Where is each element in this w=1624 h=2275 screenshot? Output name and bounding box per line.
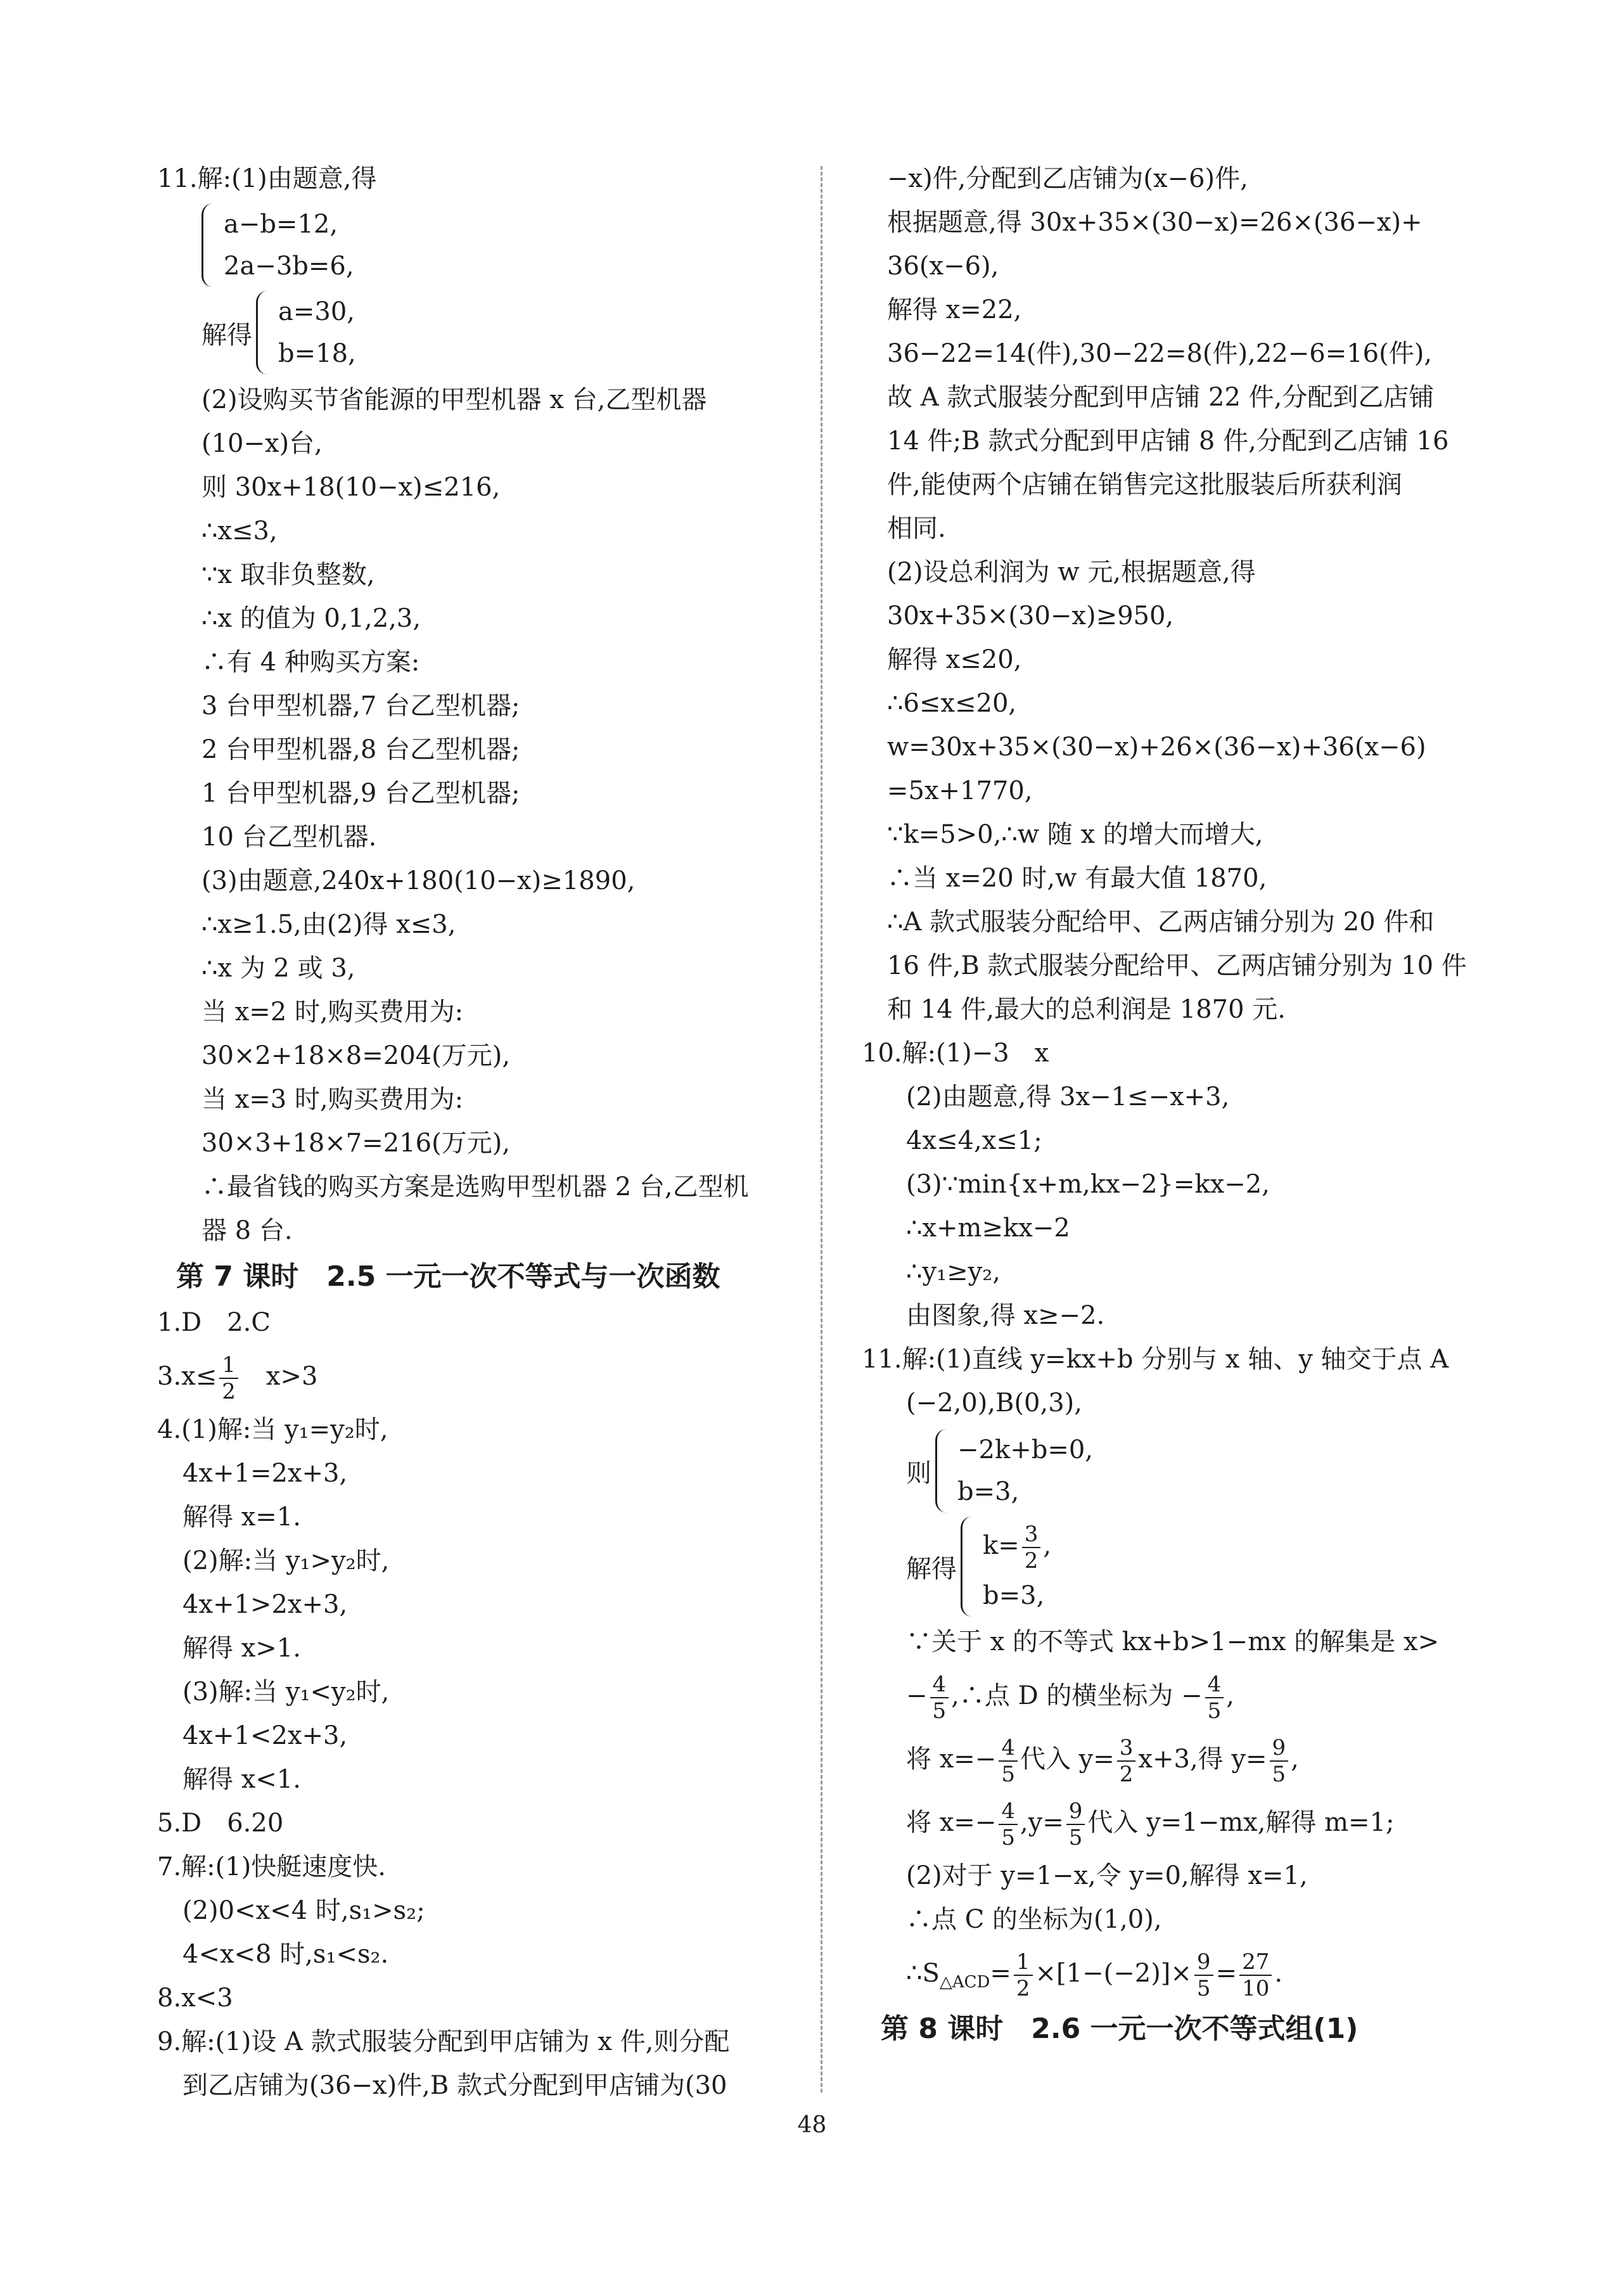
answer-text: x+3,得 y=	[1138, 1745, 1267, 1774]
answer-text: ,∴点 D 的横坐标为 −	[951, 1681, 1203, 1710]
text-line: ∵x 取非负整数,	[201, 560, 375, 589]
answer-line: 4<x<8 时,s₁<s₂.	[182, 1940, 389, 1969]
denominator: 5	[1207, 1698, 1222, 1724]
equation: 2a−3b=6,	[224, 252, 354, 281]
text-line: 故 A 款式服装分配到甲店铺 22 件,分配到乙店铺	[887, 383, 1435, 412]
answer-text: ∴S	[906, 1959, 940, 1988]
fraction	[1239, 1949, 1272, 2001]
fraction	[930, 1672, 949, 1724]
answer-line: (3)解:当 y₁<y₂时,	[182, 1677, 390, 1707]
answer-line: 4x+1>2x+3,	[182, 1590, 348, 1619]
answer-text: =	[1215, 1959, 1237, 1988]
text-line: 36(x−6),	[887, 252, 999, 281]
brace	[256, 291, 272, 375]
text-line: 当 x=2 时,购买费用为:	[201, 997, 464, 1027]
text-line: 当 x=3 时,购买费用为:	[201, 1085, 464, 1114]
answer-line: ∴y₁≥y₂,	[906, 1257, 1001, 1286]
text-line: ∴6≤x≤20,	[887, 689, 1017, 718]
answer-line: (2)0<x<4 时,s₁>s₂;	[182, 1896, 425, 1925]
answer-line: 解得 x=1.	[182, 1503, 301, 1532]
answer-line: 4x+1=2x+3,	[182, 1459, 348, 1488]
text-line: 相同.	[887, 514, 946, 543]
denominator: 2	[222, 1379, 236, 1404]
fraction	[1022, 1522, 1041, 1573]
numerator: 4	[1205, 1672, 1224, 1698]
text-line: ∵k=5>0,∴w 随 x 的增大而增大,	[887, 820, 1263, 849]
text-line: 36−22=14(件),30−22=8(件),22−6=16(件),	[887, 339, 1433, 368]
text-line: (2)设总利润为 w 元,根据题意,得	[887, 558, 1256, 587]
text-line: ∴x 为 2 或 3,	[201, 954, 355, 983]
answer-text: .	[1274, 1959, 1283, 1988]
denominator: 10	[1242, 1976, 1270, 2001]
page-number: 48	[797, 2112, 827, 2138]
answer-line: 4x≤4,x≤1;	[906, 1126, 1042, 1155]
answer-line: 7.解:(1)快艇速度快.	[157, 1852, 387, 1881]
text-line: 器 8 台.	[201, 1216, 293, 1245]
answer-line: (2)对于 y=1−x,令 y=0,解得 x=1,	[906, 1861, 1308, 1890]
solution-system	[862, 1516, 1514, 1617]
text-line: 件,能使两个店铺在销售完这批服装后所获利润	[887, 470, 1402, 499]
text-line: 14 件;B 款式分配到甲店铺 8 件,分配到乙店铺 16	[887, 426, 1449, 456]
right-column	[862, 157, 1514, 2053]
solution-label: 解得	[201, 320, 252, 350]
text-line: ∴x≥1.5,由(2)得 x≤3,	[201, 910, 456, 939]
brace	[935, 1429, 951, 1513]
numerator: 9	[1066, 1798, 1085, 1825]
answer-line: 8.x<3	[157, 1983, 233, 2013]
answer-text: 代入 y=	[1020, 1745, 1115, 1774]
answer-line: (2)由题意,得 3x−1≤−x+3,	[906, 1082, 1230, 1112]
brace	[201, 203, 217, 287]
solution-system	[157, 291, 803, 375]
answer-text: ×[1−(−2)]×	[1035, 1959, 1192, 1988]
text-line: 30x+35×(30−x)≥950,	[887, 601, 1174, 631]
text-line: 1 台甲型机器,9 台乙型机器;	[201, 779, 520, 808]
brace	[961, 1516, 976, 1617]
answer-line: 9.解:(1)设 A 款式服装分配到甲店铺为 x 件,则分配	[157, 2027, 730, 2056]
answer-line: 解得 x>1.	[182, 1634, 301, 1663]
answer-line: 11.解:(1)直线 y=kx+b 分别与 x 轴、y 轴交于点 A	[862, 1345, 1449, 1374]
answer-text: x>3	[240, 1362, 318, 1391]
text-line: 11.解:(1)由题意,得	[157, 164, 377, 193]
fraction	[999, 1798, 1018, 1850]
answer-line: ∵关于 x 的不等式 kx+b>1−mx 的解集是 x>	[906, 1627, 1440, 1657]
denominator: 5	[1196, 1976, 1211, 2001]
text-line: 和 14 件,最大的总利润是 1870 元.	[887, 995, 1286, 1024]
equation: b=3,	[983, 1581, 1045, 1610]
text-line: ∴有 4 种购买方案:	[201, 648, 420, 677]
answer-line	[862, 1791, 1514, 1854]
equation-system	[157, 203, 803, 287]
answer-line: (2)解:当 y₁>y₂时,	[182, 1546, 390, 1575]
numerator: 1	[219, 1352, 238, 1379]
answer-line: 10.解:(1)−3 x	[862, 1039, 1049, 1068]
answer-line: 解得 x<1.	[182, 1765, 301, 1794]
text-line: 解得 x≤20,	[887, 645, 1022, 674]
then-label: 则	[906, 1458, 931, 1488]
numerator: 9	[1194, 1949, 1213, 1976]
text-line: ∴x 的值为 0,1,2,3,	[201, 604, 421, 633]
text-line: 则 30x+18(10−x)≤216,	[201, 473, 501, 502]
numerator: 4	[930, 1672, 949, 1698]
answer-text: =	[990, 1959, 1011, 1988]
denominator: 2	[1119, 1762, 1134, 1787]
fraction	[1270, 1735, 1289, 1787]
text-line: (2)设购买节省能源的甲型机器 x 台,乙型机器	[201, 385, 707, 414]
answer-text: 将 x=−	[906, 1808, 997, 1837]
numerator: 27	[1239, 1949, 1272, 1976]
text-line: 解得 x=22,	[887, 295, 1022, 324]
numerator: 9	[1270, 1735, 1289, 1762]
answer-line	[862, 1727, 1514, 1791]
left-column	[157, 157, 803, 2108]
numerator: 3	[1117, 1735, 1136, 1762]
text-line: 根据题意,得 30x+35×(30−x)=26×(36−x)+	[887, 208, 1423, 237]
equation: b=3,	[957, 1477, 1020, 1506]
answer-line	[157, 1345, 803, 1408]
text-line: 30×2+18×8=204(万元),	[201, 1041, 511, 1070]
numerator: 4	[999, 1798, 1018, 1825]
denominator: 5	[1001, 1825, 1015, 1850]
answer-line: (−2,0),B(0,3),	[906, 1388, 1082, 1418]
answer-line: (3)∵min{x+m,kx−2}=kx−2,	[906, 1170, 1270, 1199]
answer-text: 将 x=−	[906, 1745, 997, 1774]
fraction	[1205, 1672, 1224, 1724]
text-line: w=30x+35×(30−x)+26×(36−x)+36(x−6)	[887, 733, 1426, 762]
lesson-heading: 第 7 课时 2.5 一元一次不等式与一次函数	[176, 1260, 720, 1293]
answer-line: ∴x+m≥kx−2	[906, 1214, 1070, 1243]
answer-line	[862, 1664, 1514, 1727]
numerator: 1	[1014, 1949, 1033, 1976]
fraction	[1014, 1949, 1033, 2001]
text-line: 16 件,B 款式服装分配给甲、乙两店铺分别为 10 件	[887, 951, 1467, 980]
denominator: 5	[1001, 1762, 1015, 1787]
text-line: ∴x≤3,	[201, 516, 278, 546]
text-line: 30×3+18×7=216(万元),	[201, 1129, 511, 1158]
denominator: 5	[1068, 1825, 1083, 1850]
text-line: 2 台甲型机器,8 台乙型机器;	[201, 735, 520, 764]
fraction	[1066, 1798, 1085, 1850]
answer-text: ,	[1226, 1681, 1234, 1710]
fraction	[219, 1352, 238, 1404]
denominator: 2	[1024, 1548, 1039, 1573]
text-line: ∴当 x=20 时,w 有最大值 1870,	[887, 864, 1267, 893]
text-line: 3 台甲型机器,7 台乙型机器;	[201, 691, 520, 721]
answer-text: ,y=	[1020, 1808, 1064, 1837]
fraction	[1117, 1735, 1136, 1787]
denominator: 5	[932, 1698, 947, 1724]
text-line: (3)由题意,240x+180(10−x)≥1890,	[201, 866, 636, 895]
answer-line: 由图象,得 x≥−2.	[906, 1301, 1105, 1330]
answer-text: 3.x≤	[157, 1362, 217, 1391]
text-line: ∴A 款式服装分配给甲、乙两店铺分别为 20 件和	[887, 907, 1435, 937]
answer-line: 到乙店铺为(36−x)件,B 款式分配到甲店铺为(30	[182, 2071, 727, 2100]
equation: a−b=12,	[224, 210, 338, 239]
numerator: 3	[1022, 1522, 1041, 1548]
subscript: △ACD	[939, 1973, 990, 1992]
answer-text: −	[906, 1681, 928, 1710]
equation-text: ,	[1043, 1531, 1052, 1560]
answer-line: 1.D 2.C	[157, 1308, 271, 1337]
fraction	[999, 1735, 1018, 1787]
column-divider	[821, 166, 822, 2092]
fraction	[1194, 1949, 1213, 2001]
answer-line: 4.(1)解:当 y₁=y₂时,	[157, 1415, 388, 1444]
numerator: 4	[999, 1735, 1018, 1762]
text-line: 10 台乙型机器.	[201, 823, 377, 852]
denominator: 5	[1272, 1762, 1286, 1787]
solution-label: 解得	[906, 1554, 957, 1584]
answer-line: ∴点 C 的坐标为(1,0),	[906, 1905, 1162, 1934]
text-line: (10−x)台,	[201, 429, 323, 458]
equation: b=18,	[278, 339, 356, 368]
lesson-heading: 第 8 课时 2.6 一元一次不等式组(1)	[881, 2013, 1359, 2045]
text-line: ∴最省钱的购买方案是选购甲型机器 2 台,乙型机	[201, 1172, 749, 1202]
denominator: 2	[1016, 1976, 1030, 2001]
equation: a=30,	[278, 297, 355, 326]
text-line: −x)件,分配到乙店铺为(x−6)件,	[887, 164, 1248, 193]
answer-line	[862, 1942, 1514, 2005]
equation: −2k+b=0,	[957, 1435, 1094, 1464]
answer-line: 5.D 6.20	[157, 1809, 284, 1838]
answer-text: 代入 y=1−mx,解得 m=1;	[1087, 1808, 1395, 1837]
equation-system	[862, 1429, 1514, 1513]
text-line: =5x+1770,	[887, 776, 1033, 805]
equation	[983, 1516, 1051, 1575]
answer-text: ,	[1291, 1745, 1299, 1774]
equation-text: k=	[983, 1531, 1020, 1560]
answer-line: 4x+1<2x+3,	[182, 1721, 348, 1750]
